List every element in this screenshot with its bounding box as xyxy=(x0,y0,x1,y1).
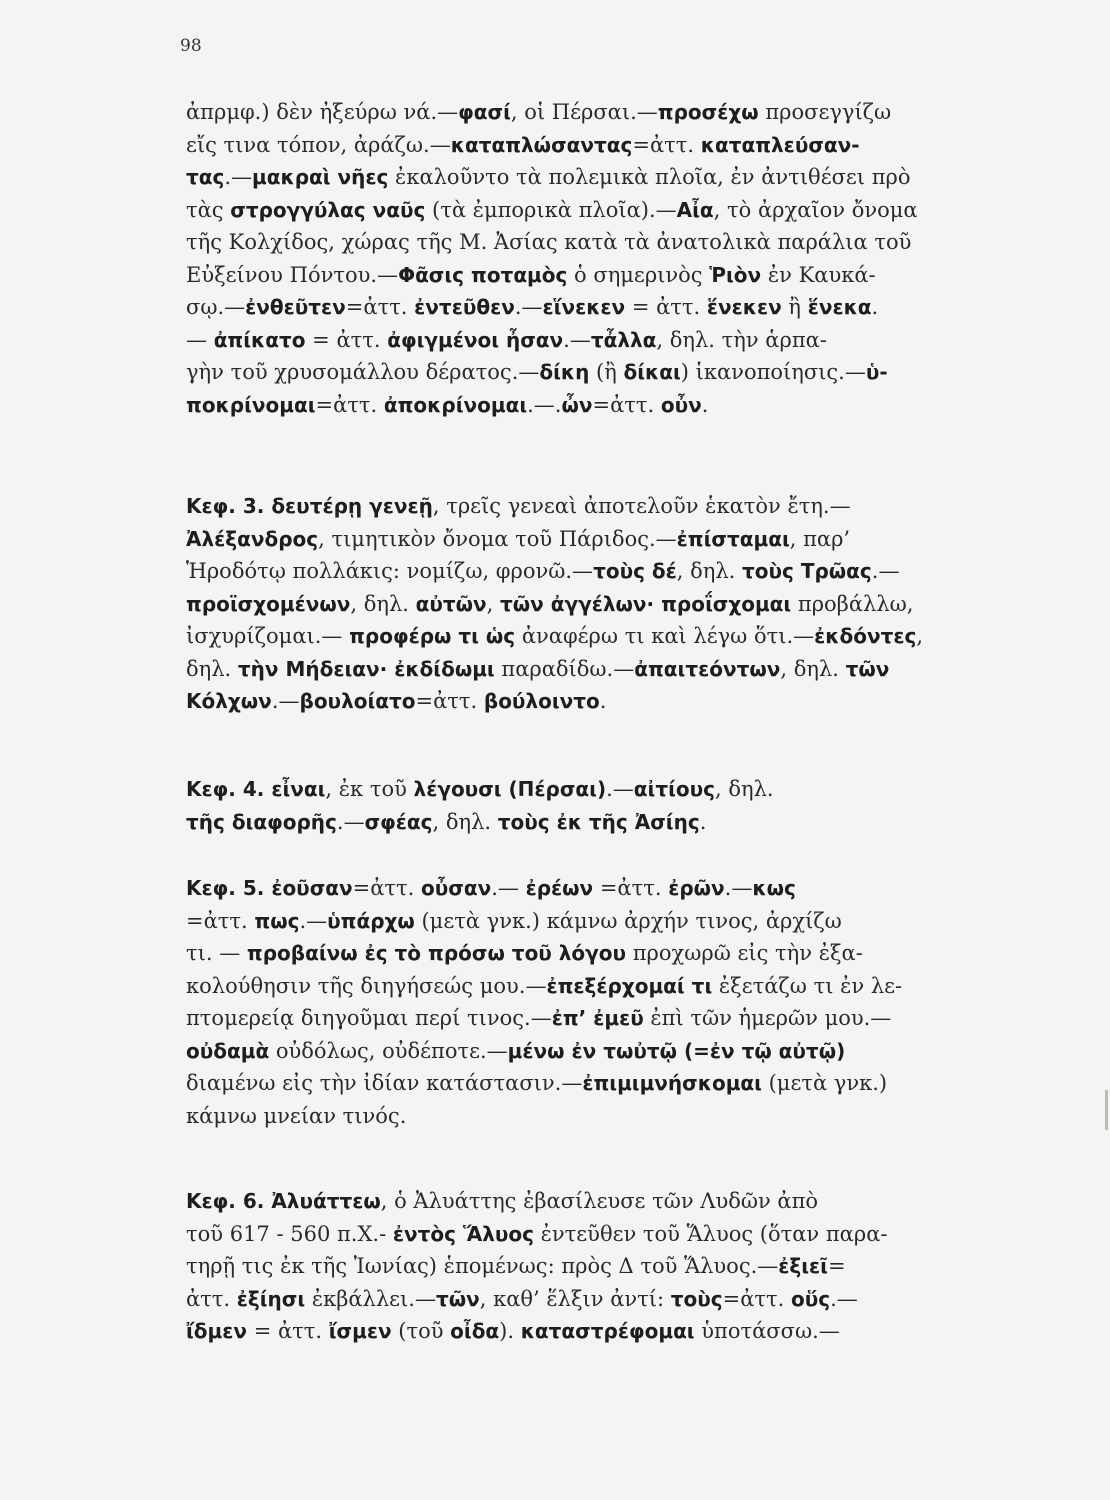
gloss-text: =ἀττ. xyxy=(186,908,255,933)
commentary-paragraph-chapter-6 xyxy=(186,1185,1032,1348)
gloss-text: = ἀττ. xyxy=(247,1319,329,1343)
gloss-text: .— xyxy=(724,876,753,900)
text-line xyxy=(186,161,1032,194)
headword: ἐπίσταμαι xyxy=(676,526,790,551)
text-line xyxy=(186,1283,1032,1316)
headword: καταπλώσαντας xyxy=(450,132,633,157)
commentary-paragraph-chapter-4 xyxy=(186,773,1032,838)
headword: ἐνθεῦτεν xyxy=(245,295,346,319)
gloss-text: διαμένω εἰς τὴν ἰδίαν κατάστασιν.— xyxy=(186,1071,583,1095)
gloss-text: , xyxy=(486,591,500,616)
headword: βουλοίατο xyxy=(299,689,416,713)
headword: ἴσμεν xyxy=(328,1319,392,1343)
gloss-text: παραδίδω.— xyxy=(494,656,635,681)
gloss-text: ἐκαλοῦντο τὰ πολεμικὰ πλοῖα, ἐν ἀντιθέσει πρὸ xyxy=(388,165,911,189)
headword: Αἶα xyxy=(676,197,714,222)
text-line xyxy=(186,1067,1032,1100)
gloss-text: ἐπὶ τῶν ἡμερῶν μου.— xyxy=(643,1006,892,1030)
headword: ἐπεξέρχομαί τι xyxy=(546,973,713,998)
headword: Ἀλέξανδρος xyxy=(186,526,319,551)
gloss-text: , τὸ ἀρχαῖον ὄνομα xyxy=(713,197,918,222)
gloss-text: (μετὰ γνκ.) xyxy=(761,1071,888,1095)
gloss-text: (τοῦ xyxy=(391,1319,451,1343)
headword: ὦν xyxy=(561,392,593,417)
text-line xyxy=(186,194,1032,227)
headword: αὐτῶν xyxy=(415,591,487,616)
headword: ἀφιγμένοι ἦσαν xyxy=(387,327,564,352)
gloss-text: =ἀττ. xyxy=(345,295,415,319)
headword: Κεφ. 6. Ἀλυάττεω xyxy=(186,1189,381,1213)
headword: τἆλλα xyxy=(590,327,657,352)
gloss-text: .— xyxy=(563,327,591,352)
gloss-text: γὴν τοῦ χρυσομάλλου δέρατος.— xyxy=(186,360,540,384)
gloss-text: =ἀττ. xyxy=(722,1286,792,1311)
headword: τοὺς ἐκ τῆς Ἀσίης xyxy=(497,809,700,834)
headword: δίκαι xyxy=(623,360,681,384)
gloss-text: =ἀττ. xyxy=(352,876,422,900)
gloss-text: κολούθησιν τῆς διηγήσεώς μου.— xyxy=(186,973,547,998)
text-line xyxy=(186,620,1032,653)
gloss-text: (μετὰ γνκ.) κάμνω ἀρχήν τινος, ἀρχίζω xyxy=(414,908,842,933)
text-line xyxy=(186,226,1032,259)
gloss-text: .— xyxy=(271,689,300,713)
headword: λέγουσι (Πέρσαι) xyxy=(413,777,607,801)
text-line xyxy=(186,96,1032,129)
headword: οὖν xyxy=(660,392,702,417)
gloss-text: ἐκβάλλει.— xyxy=(305,1286,436,1311)
gloss-text: προχωρῶ εἰς τὴν ἐξα- xyxy=(626,941,863,965)
headword: τῶν ἀγγέλων· προΐσχομαι xyxy=(500,591,792,616)
headword: ἐρῶν xyxy=(668,876,725,900)
gloss-text: =ἀττ. xyxy=(315,392,384,417)
headword: οἶδα xyxy=(450,1319,500,1343)
gloss-text: Εὐξείνου Πόντου.— xyxy=(186,262,399,287)
headword: ἀποκρίνομαι xyxy=(383,392,528,417)
text-line xyxy=(186,1218,1032,1251)
gloss-text: Ἡροδότῳ πολλάκις: νομίζω, φρονῶ.— xyxy=(186,559,594,583)
headword: πως xyxy=(254,908,300,933)
text-line xyxy=(186,291,1032,324)
gloss-text: , xyxy=(916,624,924,648)
gloss-text: .— xyxy=(871,559,900,583)
gloss-text: , δηλ. τὴν ἁρπα- xyxy=(656,327,827,352)
headword: τοὺς δέ xyxy=(593,559,677,583)
headword: καταπλεύσαν- xyxy=(700,132,860,157)
gloss-text: , δηλ. xyxy=(676,559,743,583)
gloss-text: , δηλ. xyxy=(350,591,416,616)
headword: οὕς xyxy=(791,1286,831,1311)
headword: προσέχω xyxy=(657,100,759,124)
headword: ἴδμεν xyxy=(186,1319,248,1343)
headword: ἐξιεῖ xyxy=(778,1254,828,1278)
gloss-text: ) ἱκανοποίησις.— xyxy=(680,360,866,384)
gloss-text: = xyxy=(827,1254,846,1278)
scan-edge-mark xyxy=(1105,1090,1108,1130)
commentary-paragraph-1 xyxy=(186,96,1032,421)
gloss-text: =ἀττ. xyxy=(632,132,701,157)
headword: τας xyxy=(186,165,225,189)
headword: προβαίνω ἐς τὸ πρόσω τοῦ λόγου xyxy=(246,941,627,965)
gloss-text: , δηλ. xyxy=(780,656,846,681)
headword: ὑ- xyxy=(865,360,888,384)
gloss-text: . xyxy=(871,295,879,319)
headword: τοὺς Τρῶας xyxy=(742,559,872,583)
gloss-text: =ἀττ. xyxy=(415,689,484,713)
gloss-text: σῳ.— xyxy=(186,295,246,319)
headword: ὑπάρχω xyxy=(327,908,415,933)
text-line xyxy=(186,1250,1032,1283)
headword: σφέας xyxy=(364,809,433,834)
gloss-text: τι. — xyxy=(186,941,247,965)
gloss-text: τὰς xyxy=(186,197,231,222)
text-line xyxy=(186,685,1032,718)
headword: τῆς διαφορῆς xyxy=(186,809,337,834)
headword: Κεφ. 5. ἐοῦσαν xyxy=(186,876,353,900)
gloss-text: , παρ’ xyxy=(789,526,851,551)
headword: τὴν Μήδειαν· ἐκδίδωμι xyxy=(237,656,495,681)
headword: ἐξίησι xyxy=(236,1286,306,1311)
page-number: 98 xyxy=(180,36,202,56)
gloss-text: τηρῇ τις ἐκ τῆς Ἰωνίας) ἑπομένως: πρὸς Δ τοῦ Ἅλυος.— xyxy=(186,1254,779,1278)
gloss-text: .— xyxy=(514,295,543,319)
headword: οὖσαν xyxy=(421,876,492,900)
headword: ἕνεκεν xyxy=(706,295,782,319)
headword: προφέρω τι ὡς xyxy=(349,624,516,648)
text-line xyxy=(186,555,1032,588)
gloss-text: . xyxy=(699,809,707,834)
commentary-paragraph-chapter-3 xyxy=(186,490,1032,718)
gloss-text: εἴς τινα τόπον, ἀράζω.— xyxy=(186,132,451,157)
gloss-text: ὁ σημερινὸς xyxy=(567,262,710,287)
text-line xyxy=(186,970,1032,1003)
gloss-text: .— xyxy=(606,777,634,801)
gloss-text: ἀπρμφ.) δὲν ἠξεύρω νά.— xyxy=(186,100,459,124)
headword: ἐκδόντες xyxy=(814,624,917,648)
text-line xyxy=(186,490,1032,523)
headword: καταστρέφομαι xyxy=(520,1319,695,1343)
gloss-text: κάμνω μνείαν τινός. xyxy=(186,1103,407,1128)
gloss-text: .—. xyxy=(527,392,562,417)
headword: Κεφ. 4. εἶναι xyxy=(186,777,326,801)
gloss-text: ἐν Καυκά- xyxy=(761,262,876,287)
headword: εἵνεκεν xyxy=(542,295,626,319)
text-line xyxy=(186,806,1032,839)
headword: τῶν xyxy=(435,1286,480,1311)
gloss-text: ἀναφέρω τι καὶ λέγω ὅτι.— xyxy=(515,624,815,648)
gloss-text: .— xyxy=(224,165,253,189)
headword: ἀπίκατο xyxy=(213,327,306,352)
gloss-text: , καθ’ ἕλξιν ἀντί: xyxy=(479,1286,671,1311)
headword: τῶν xyxy=(845,656,890,681)
headword: ἐντὸς Ἅλυος xyxy=(392,1221,534,1246)
text-line xyxy=(186,872,1032,905)
headword: Κεφ. 3. δευτέρῃ γενεῇ xyxy=(186,494,433,518)
headword: Ῥιὸν xyxy=(709,262,762,287)
gloss-text: πτομερείᾳ διηγοῦμαι περί τινος.— xyxy=(186,1006,552,1030)
gloss-text: προβάλλω, xyxy=(791,591,914,616)
text-line xyxy=(186,1035,1032,1068)
gloss-text: οὐδόλως, οὐδέποτε.— xyxy=(269,1038,508,1063)
headword: φασί xyxy=(458,100,511,124)
headword: ἐρέων xyxy=(525,876,594,900)
text-line xyxy=(186,1185,1032,1218)
headword: Φᾶσις ποταμὸς xyxy=(398,262,568,287)
text-line xyxy=(186,1002,1032,1035)
text-line xyxy=(186,588,1032,621)
gloss-text: (ἢ xyxy=(589,360,624,384)
headword: οὐδαμὰ xyxy=(186,1038,270,1063)
gloss-text: = ἀττ. xyxy=(305,327,388,352)
headword: προϊσχομένων xyxy=(186,591,351,616)
commentary-paragraph-chapter-5 xyxy=(186,872,1032,1132)
text-line xyxy=(186,129,1032,162)
headword: δίκη xyxy=(539,360,590,384)
headword: μένω ἐν τωὐτῷ (=ἐν τῷ αὐτῷ) xyxy=(507,1038,846,1063)
headword: βούλοιντο xyxy=(483,689,600,713)
headword: μακραὶ νῆες xyxy=(252,165,389,189)
gloss-text: . xyxy=(701,392,709,417)
gloss-text: .— xyxy=(491,876,526,900)
headword: ἐπιμιμνήσκομαι xyxy=(582,1071,762,1095)
headword: αἰτίους xyxy=(633,777,715,801)
text-line xyxy=(186,389,1032,422)
text-line xyxy=(186,653,1032,686)
gloss-text: , ὁ Ἀλυάττης ἐβασίλευσε τῶν Λυδῶν ἀπὸ xyxy=(380,1189,819,1213)
text-line xyxy=(186,905,1032,938)
headword: τοὺς xyxy=(670,1286,723,1311)
text-line xyxy=(186,259,1032,292)
gloss-text: ἀττ. xyxy=(186,1286,237,1311)
text-line xyxy=(186,1315,1032,1348)
gloss-text: τῆς Κολχίδος, χώρας τῆς Μ. Ἀσίας κατὰ τὰ ἀνατολικὰ παράλια τοῦ xyxy=(186,230,912,254)
gloss-text: = ἀττ. xyxy=(625,295,707,319)
gloss-text: , δηλ. xyxy=(715,777,774,801)
text-line xyxy=(186,356,1032,389)
gloss-text: ἢ xyxy=(781,295,808,319)
text-line xyxy=(186,937,1032,970)
headword: ποκρίνομαι xyxy=(186,392,316,417)
text-line xyxy=(186,773,1032,806)
gloss-text: =ἀττ. xyxy=(593,876,669,900)
gloss-text: ὑποτάσσω.— xyxy=(694,1319,840,1343)
headword: στρογγύλας ναῦς xyxy=(230,197,426,222)
text-line xyxy=(186,1100,1032,1133)
gloss-text: .— xyxy=(299,908,328,933)
gloss-text: , δηλ. xyxy=(432,809,498,834)
gloss-text: προσεγγίζω xyxy=(758,100,892,124)
headword: ἀπαιτεόντων xyxy=(634,656,781,681)
gloss-text: ). xyxy=(499,1319,521,1343)
gloss-text: . xyxy=(599,689,607,713)
text-line xyxy=(186,523,1032,556)
gloss-text: , τιμητικὸν ὄνομα τοῦ Πάριδος.— xyxy=(318,526,677,551)
gloss-text: ἐντεῦθεν τοῦ Ἅλυος (ὅταν παρα- xyxy=(533,1221,888,1246)
headword: κως xyxy=(752,876,796,900)
gloss-text: τοῦ 617 - 560 π.Χ.- xyxy=(186,1221,393,1246)
headword: ἐπ’ ἐμεῦ xyxy=(551,1006,644,1030)
gloss-text: — xyxy=(186,327,214,352)
gloss-text: .— xyxy=(830,1286,858,1311)
gloss-text: , ἐκ τοῦ xyxy=(325,777,414,801)
gloss-text: =ἀττ. xyxy=(592,392,661,417)
gloss-text: ἰσχυρίζομαι.— xyxy=(186,624,350,648)
gloss-text: .— xyxy=(336,809,365,834)
headword: ἕνεκα xyxy=(807,295,872,319)
gloss-text: (τὰ ἐμπορικὰ πλοῖα).— xyxy=(425,197,677,222)
headword: Κόλχων xyxy=(186,689,272,713)
headword: ἐντεῦθεν xyxy=(414,295,515,319)
gloss-text: , οἱ Πέρσαι.— xyxy=(510,100,658,124)
text-line xyxy=(186,324,1032,357)
gloss-text: , τρεῖς γενεαὶ ἀποτελοῦν ἑκατὸν ἔτη.— xyxy=(432,494,851,518)
gloss-text: ἐξετάζω τι ἐν λε- xyxy=(712,973,903,998)
gloss-text: δηλ. xyxy=(186,656,238,681)
